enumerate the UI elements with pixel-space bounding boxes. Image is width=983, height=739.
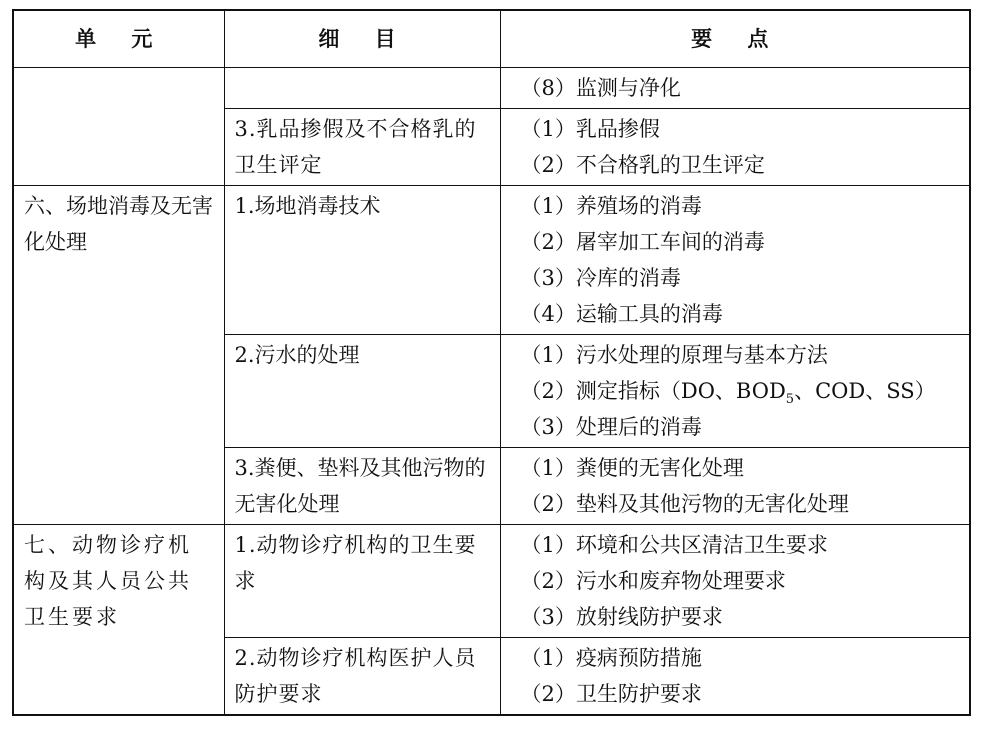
point-item: （2）垫料及其他污物的无害化处理 — [520, 492, 849, 516]
point-item: （3）冷库的消毒 — [520, 266, 681, 290]
point-item: （2）屠宰加工车间的消毒 — [520, 230, 765, 254]
table-row — [13, 68, 970, 109]
points-cell — [500, 335, 970, 448]
point-item: （1）乳品掺假 — [520, 117, 660, 141]
points-cell — [500, 68, 970, 109]
points-cell — [500, 109, 970, 186]
point-item: （2）测定指标（DO、$BOD_5$、COD、SS） — [520, 379, 936, 408]
point-item: （1）环境和公共区清洁卫生要求 — [520, 533, 828, 557]
unit-cell-continued — [13, 68, 224, 186]
header-row — [13, 10, 970, 68]
detail-text: 2.动物诊疗机构医护人员防护要求 — [234, 646, 477, 706]
points-cell — [500, 525, 970, 638]
points-cell — [500, 186, 970, 335]
syllabus-table-container — [12, 9, 969, 716]
point-item: （3）处理后的消毒 — [520, 415, 702, 439]
detail-cell: 2.污水的处理 — [224, 335, 500, 448]
points-cell — [500, 448, 970, 525]
table-row — [13, 186, 970, 335]
detail-text: 3.乳品掺假及不合格乳的卫生评定 — [234, 117, 477, 177]
detail-cell — [224, 109, 500, 186]
point-item: （1）污水处理的原理与基本方法 — [520, 343, 828, 367]
point-item: （2）不合格乳的卫生评定 — [520, 153, 765, 177]
detail-cell — [224, 448, 500, 525]
syllabus-table — [12, 9, 971, 716]
unit-cell: 七、动物诊疗机构及其人员公共卫生要求 — [13, 525, 224, 716]
point-item: （1）疫病预防措施 — [520, 646, 702, 670]
detail-cell: 1.场地消毒技术 — [224, 186, 500, 335]
point-item: （1）粪便的无害化处理 — [520, 456, 744, 480]
point-item: （2）污水和废弃物处理要求 — [520, 569, 786, 593]
point-item: （1）养殖场的消毒 — [520, 194, 702, 218]
detail-cell — [224, 68, 500, 109]
point-item: （2）卫生防护要求 — [520, 682, 702, 706]
point-item: （8）监测与净化 — [520, 76, 681, 100]
detail-cell — [224, 638, 500, 716]
table-row — [13, 525, 970, 638]
detail-text: 1.动物诊疗机构的卫生要求 — [234, 533, 477, 593]
detail-text: 3.粪便、垫料及其他污物的无害化处理 — [234, 456, 486, 516]
points-cell — [500, 638, 970, 716]
point-item: （3）放射线防护要求 — [520, 605, 723, 629]
header-points: 要 点 — [500, 10, 970, 68]
point-item: （4）运输工具的消毒 — [520, 302, 723, 326]
unit-cell: 六、场地消毒及无害化处理 — [13, 186, 224, 525]
header-detail: 细 目 — [224, 10, 500, 68]
detail-cell — [224, 525, 500, 638]
header-unit: 单 元 — [13, 10, 224, 68]
